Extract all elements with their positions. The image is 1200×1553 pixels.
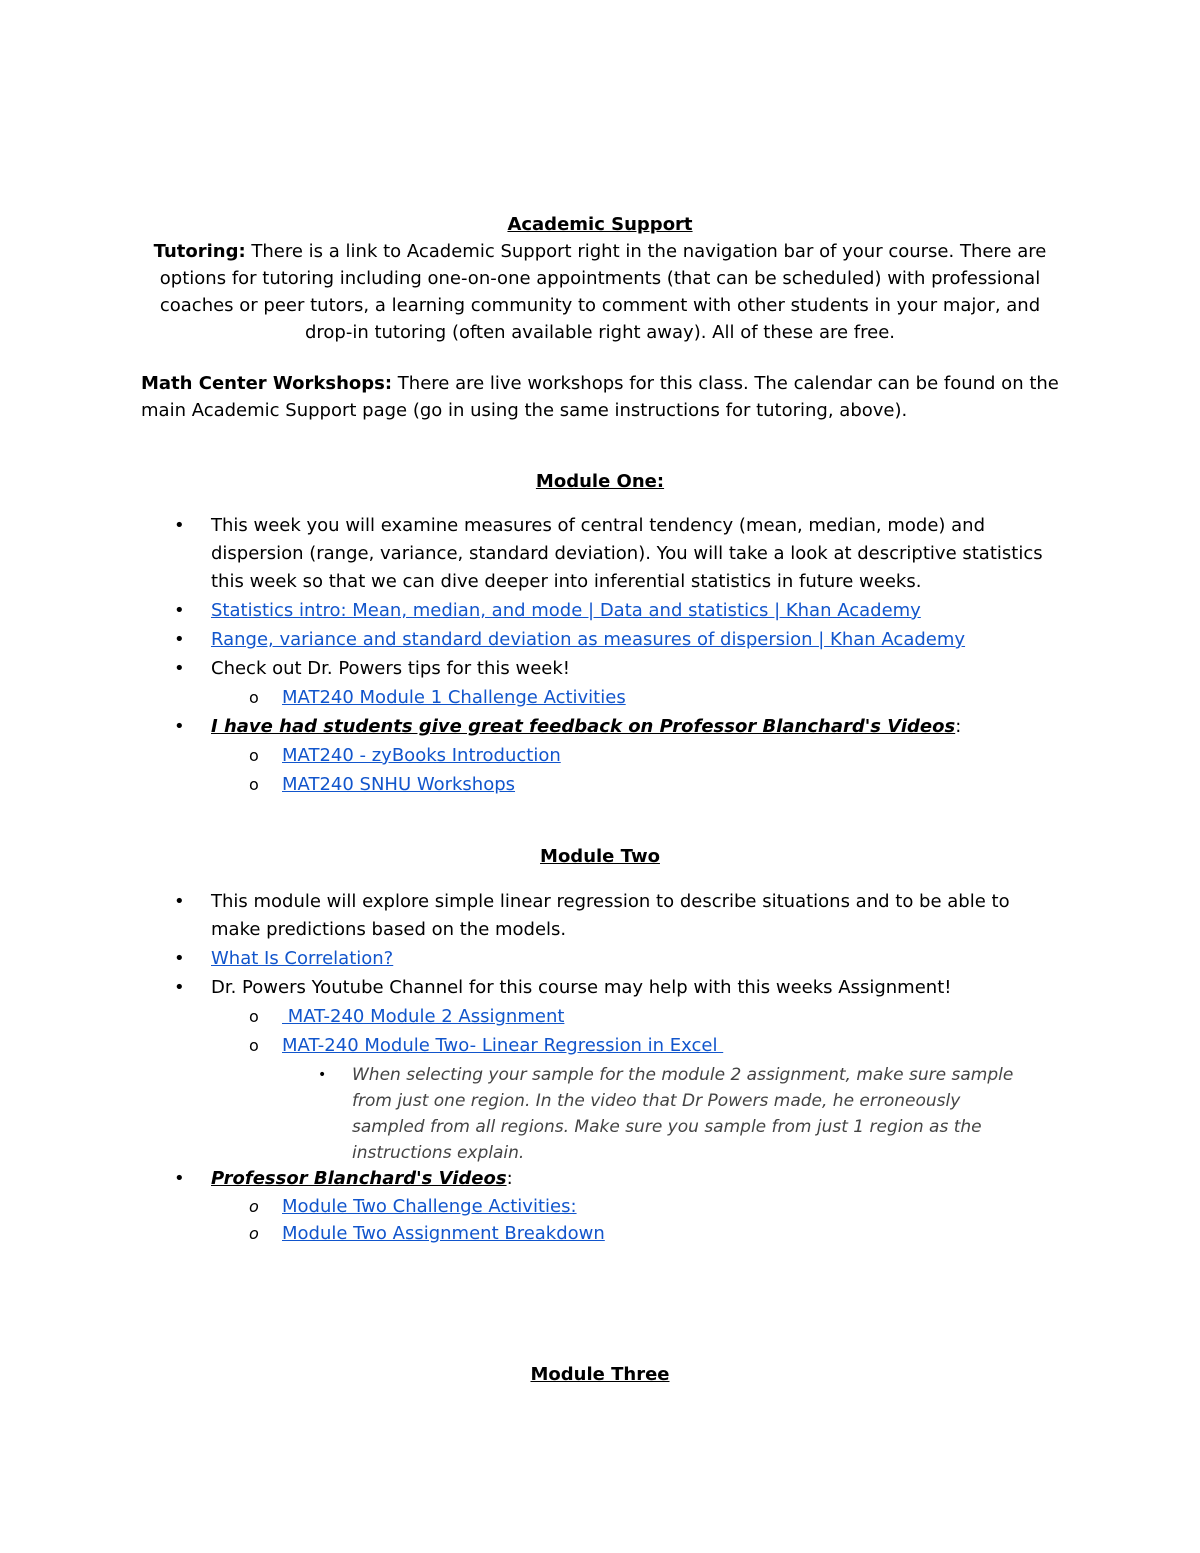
sample-note-line-2: from just one region. In the video that Dr Powers made, he erroneously	[352, 1091, 961, 1111]
bullet-icon: •	[174, 977, 185, 998]
module-one-intro-line-2: dispersion (range, variance, standard deviation). You will take a look at descriptive statistics	[211, 543, 1043, 564]
circle-bullet-icon: o	[249, 1224, 259, 1243]
tutoring-line-1	[0, 239, 1200, 265]
blanchard-feedback-line	[211, 714, 961, 740]
math-center-text: There are live workshops for this class. The calendar can be found on the	[397, 373, 1059, 394]
zybooks-intro-link[interactable]: MAT240 - zyBooks Introduction	[282, 745, 561, 766]
colon-text: :	[955, 716, 962, 737]
blanchard-videos-label: Professor Blanchard's Videos	[211, 1168, 507, 1189]
academic-support-title: Academic Support	[507, 214, 693, 235]
circle-bullet-icon: o	[249, 688, 259, 707]
small-bullet-icon: •	[318, 1067, 327, 1083]
colon-text: :	[506, 1168, 513, 1189]
blanchard-videos-line	[211, 1166, 513, 1192]
snhu-workshops-link[interactable]: MAT240 SNHU Workshops	[282, 774, 516, 795]
blanchard-feedback-text: I have had students give great feedback on Professor Blanchard's Videos	[211, 716, 956, 737]
range-variance-link[interactable]: Range, variance and standard deviation as measures of dispersion | Khan Academy	[211, 629, 966, 650]
circle-bullet-icon: o	[249, 1036, 259, 1055]
sample-note-line-4: instructions explain.	[352, 1143, 525, 1163]
module-two-challenge-link[interactable]: Module Two Challenge Activities:	[282, 1196, 577, 1217]
linear-regression-excel-link[interactable]: MAT-240 Module Two- Linear Regression in Excel	[282, 1035, 724, 1056]
module-one-title: Module One:	[535, 471, 665, 492]
module-one-challenge-link[interactable]: MAT240 Module 1 Challenge Activities	[282, 687, 626, 708]
tutoring-label: Tutoring:	[153, 241, 246, 262]
module-one-intro-line-3: this week so that we can dive deeper into inferential statistics in future weeks.	[211, 571, 922, 592]
module-one-intro-line-1: This week you will examine measures of central tendency (mean, median, mode) and	[211, 515, 986, 536]
circle-bullet-icon: o	[249, 746, 259, 765]
module-two-intro-line-1: This module will explore simple linear regression to describe situations and to be able to	[211, 891, 1010, 912]
math-center-line-2: main Academic Support page (go in using the same instructions for tutoring, above).	[141, 400, 908, 421]
bullet-icon: •	[174, 891, 185, 912]
bullet-icon: •	[174, 658, 185, 679]
circle-bullet-icon: o	[249, 775, 259, 794]
youtube-channel-text: Dr. Powers Youtube Channel for this course may help with this weeks Assignment!	[211, 977, 952, 998]
tutoring-line-2: options for tutoring including one-on-one appointments (that can be scheduled) with professional	[159, 268, 1041, 289]
bullet-icon: •	[174, 600, 185, 621]
module-two-assignment-link[interactable]: MAT-240 Module 2 Assignment	[282, 1006, 565, 1027]
math-center-line-1	[141, 371, 1059, 397]
module-two-title: Module Two	[540, 846, 660, 867]
bullet-icon: •	[174, 629, 185, 650]
circle-bullet-icon: o	[249, 1007, 259, 1026]
stats-intro-link[interactable]: Statistics intro: Mean, median, and mode | Data and statistics | Khan Academy	[211, 600, 921, 621]
math-center-label: Math Center Workshops:	[141, 373, 393, 394]
circle-bullet-icon: o	[249, 1197, 259, 1216]
sample-note-line-3: sampled from all regions. Make sure you sample from just 1 region as the	[352, 1117, 982, 1137]
bullet-icon: •	[174, 948, 185, 969]
tutoring-text: There is a link to Academic Support right in the navigation bar of your course. There are	[251, 241, 1047, 262]
assignment-breakdown-link[interactable]: Module Two Assignment Breakdown	[282, 1223, 605, 1244]
module-three-title: Module Three	[530, 1364, 670, 1385]
powers-tips-text: Check out Dr. Powers tips for this week!	[211, 658, 570, 679]
correlation-link[interactable]: What Is Correlation?	[211, 948, 394, 969]
tutoring-line-3: coaches or peer tutors, a learning community to comment with other students in your major, and	[159, 295, 1041, 316]
module-two-intro-line-2: make predictions based on the models.	[211, 919, 567, 940]
bullet-icon: •	[174, 716, 185, 737]
bullet-icon: •	[174, 1168, 185, 1189]
sample-note-line-1: When selecting your sample for the module 2 assignment, make sure sample	[352, 1065, 1014, 1085]
bullet-icon: •	[174, 515, 185, 536]
tutoring-line-4: drop-in tutoring (often available right away). All of these are free.	[304, 322, 896, 343]
